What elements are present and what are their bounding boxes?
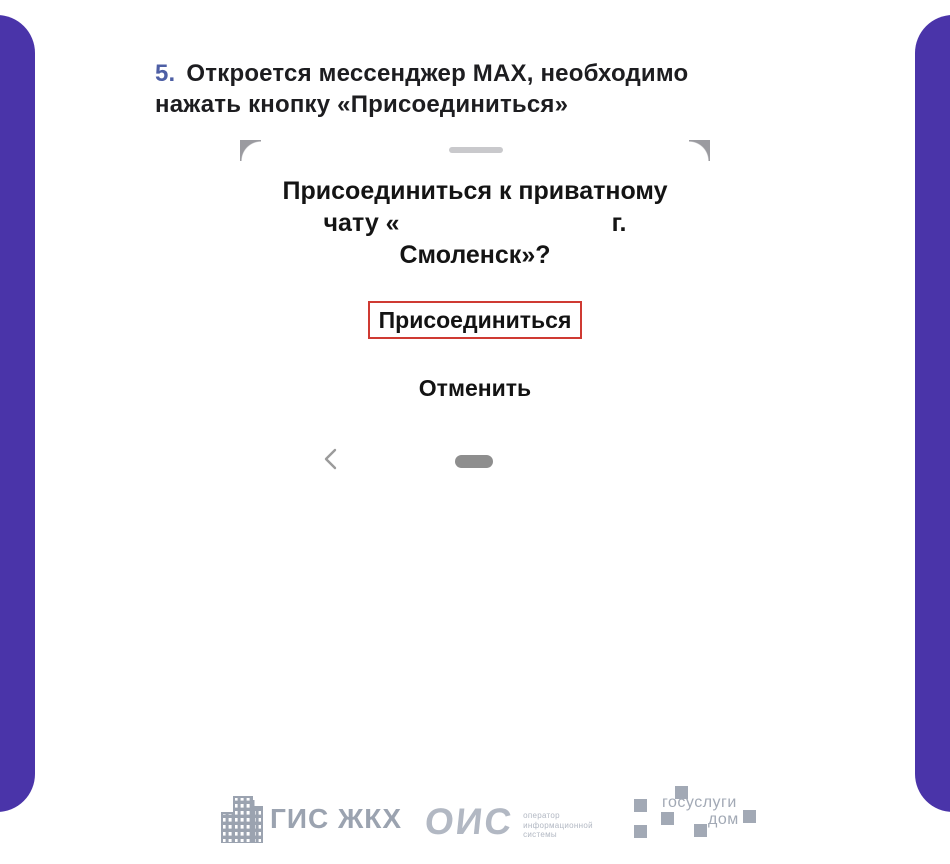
back-chevron-icon[interactable] (322, 447, 340, 471)
gis-zhkh-label: ГИС ЖКХ (270, 803, 403, 834)
hidden-chat-name (400, 230, 612, 231)
home-indicator[interactable] (455, 455, 493, 468)
heading-line2: нажать кнопку «Присоединиться» (155, 91, 569, 118)
dialog-title-line2 (240, 207, 710, 239)
left-accent-bar (0, 15, 35, 812)
step-number: 5. (155, 60, 176, 87)
cancel-button[interactable]: Отменить (240, 375, 710, 402)
gosuslugi-dom-logo (630, 780, 765, 845)
ois-sub-line: оператор (523, 811, 560, 820)
dialog-title (240, 175, 710, 271)
pixel-square-icon (634, 825, 647, 838)
screen-corner-left-icon (240, 140, 261, 161)
dialog-title-line1: Присоединиться к приватному (282, 177, 668, 205)
gosuslugi-label: госуслуги (662, 794, 737, 811)
buildings-icon (221, 795, 267, 843)
pixel-square-icon (694, 824, 707, 837)
ois-sub-line: системы (523, 830, 557, 839)
dialog-title-line3: Смоленск»? (399, 241, 551, 269)
phone-screenshot (240, 140, 710, 480)
dialog-title-line2-left: чату « (323, 209, 400, 237)
sheet-drag-handle[interactable] (449, 147, 503, 153)
ois-sublabel (523, 811, 593, 840)
right-accent-bar (915, 15, 950, 812)
pixel-square-icon (661, 812, 674, 825)
heading-line1: Откроется мессенджер MAX, необходимо (186, 60, 689, 87)
join-button[interactable]: Присоединиться (368, 301, 582, 339)
screen-corner-right-icon (689, 140, 710, 161)
pixel-square-icon (634, 799, 647, 812)
pixel-square-icon (743, 810, 756, 823)
gis-zhkh-logo (221, 795, 402, 843)
ois-sub-line: информационной (523, 820, 593, 830)
ois-logo (422, 801, 593, 842)
dialog-title-line2-right: г. (611, 209, 627, 237)
dom-label: дом (708, 811, 739, 828)
ois-label: ОИС (422, 801, 516, 842)
footer-logos (0, 775, 950, 850)
step-heading (155, 58, 795, 120)
